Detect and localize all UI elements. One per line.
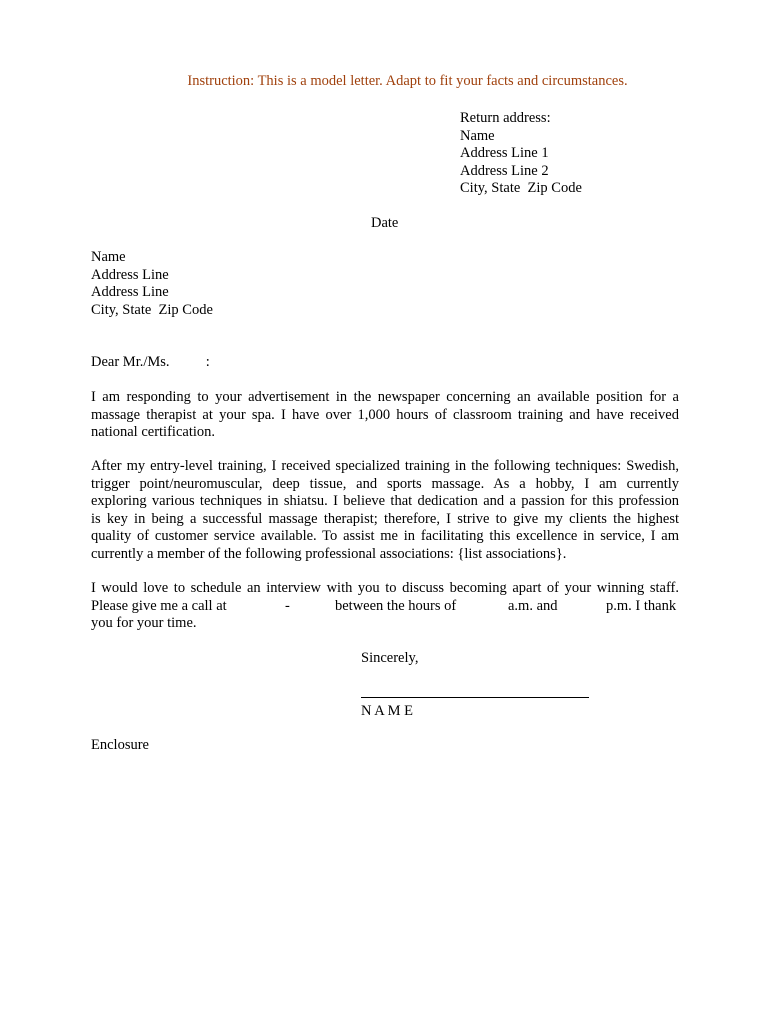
pm-text: p.m. I thank xyxy=(606,598,677,614)
letter-date: Date xyxy=(371,215,399,231)
return-address-label: Return address: xyxy=(460,110,551,126)
salutation: Dear Mr./Ms. : xyxy=(91,354,210,370)
paragraph-1-line: national certification. xyxy=(91,424,216,440)
recipient-name: Name xyxy=(91,249,126,265)
call-text: Please give me a call at xyxy=(91,598,227,614)
return-address-city-state-zip: City, State Zip Code xyxy=(460,180,582,196)
paragraph-2 xyxy=(91,458,679,563)
paragraph-3 xyxy=(91,580,679,598)
closing: Sincerely, xyxy=(361,650,419,666)
paragraph-3-line: I would love to schedule an interview with you to discuss becoming apart of your winning staff. xyxy=(91,580,679,596)
paragraph-2-line: is key in being a successful massage therapist; therefore, I strive to give my clients the highest xyxy=(91,510,679,527)
paragraph-2-line: After my entry-level training, I received specialized training in the following techniques: Swedish, xyxy=(91,458,679,474)
paragraph-1 xyxy=(91,389,679,442)
paragraph-1-line: I am responding to your advertisement in the newspaper concerning an available position for a xyxy=(91,389,679,405)
hours-text: between the hours of xyxy=(335,598,457,614)
phone-dash: - xyxy=(285,598,290,614)
return-address xyxy=(460,110,582,198)
recipient-address xyxy=(91,249,213,319)
return-address-line-2: Address Line 2 xyxy=(460,162,549,179)
paragraph-2-line: trigger point/neuromuscular, deep tissue, and sports massage. As a hobby, I am currently xyxy=(91,475,679,492)
recipient-city-state-zip: City, State Zip Code xyxy=(91,301,213,318)
paragraph-3-last-line: you for your time. xyxy=(91,615,197,631)
signature-name: N A M E xyxy=(361,703,413,719)
return-address-line-1: Address Line 1 xyxy=(460,145,549,161)
enclosure-note: Enclosure xyxy=(91,737,149,753)
paragraph-3-call-line xyxy=(91,598,679,616)
signature-line xyxy=(361,697,589,698)
paragraph-2-line: quality of customer service available. To assist me in facilitating this excellence in service, I am xyxy=(91,528,679,544)
recipient-line-1: Address Line xyxy=(91,266,169,283)
am-text: a.m. and xyxy=(508,598,558,614)
recipient-line-2: Address Line xyxy=(91,284,169,300)
paragraph-2-line: currently a member of the following professional associations: {list associations}. xyxy=(91,545,567,562)
paragraph-2-line: exploring various techniques in shiatsu. I believe that dedication and a passion for this profession xyxy=(91,493,679,509)
paragraph-1-line: massage therapist at your spa. I have over 1,000 hours of classroom training and have received xyxy=(91,406,679,423)
instruction-note: Instruction: This is a model letter. Adapt to fit your facts and circumstances. xyxy=(187,73,628,89)
return-address-name: Name xyxy=(460,127,495,144)
